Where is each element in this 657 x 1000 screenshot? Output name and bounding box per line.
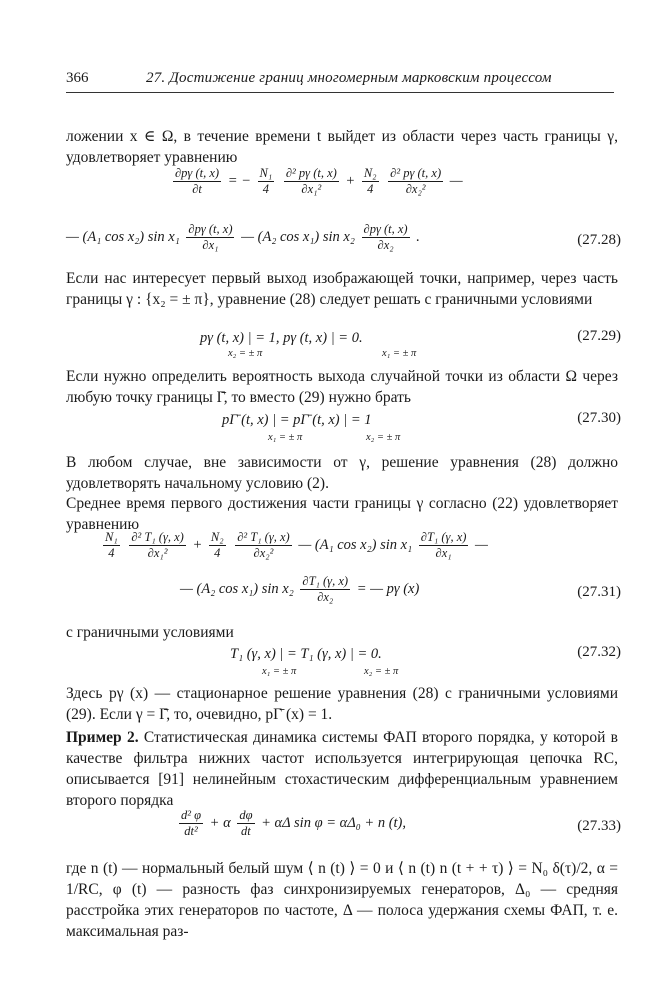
paragraph-8 xyxy=(66,727,618,811)
equation-27-28-line-2: — (A₁ cos x₂) sin x₁ $\frac{\partial p\gamma (t, x)}{\text{∂x₁}}$ — (A₂ cos x₁) sin x₂ $\frac{\partial p\gamma (t, x)}{\text{∂x₂}}$ . xyxy=(66,222,420,252)
paragraph-1: ложении x ∈ Ω, в течение времени t выйдет из области через часть границы γ, удовлетворяет уравнению xyxy=(66,128,618,166)
equation-27-30: pΓ̄ (t, x) | = pΓ̄ (t, x) | = 1 xyxy=(222,412,372,428)
paragraph-5: Среднее время первого достижения части границы γ согласно (22) удовлетворяет уравнению xyxy=(66,495,618,533)
paragraph-4: В любом случае, вне зависимости от γ, решение уравнения (28) должно удовлетворять начальному условию (2). xyxy=(66,454,618,492)
equation-27-33: $\frac{\text{d² φ}}{\text{dt²}}$ + α $\frac{d\varphi}{dt}$ + αΔ sin φ = αΔ₀ + n (t), xyxy=(181,808,407,838)
equation-27-32: T₁ (γ, x) | = T₁ (γ, x) | = 0. xyxy=(230,646,382,662)
equation-27-30-subscript-1: x₁ = ± π xyxy=(268,432,303,443)
fraction: $\frac{\text{∂² pγ (t, x)}}{\text{∂x₁²}}$ xyxy=(285,166,337,196)
equation-27-29-subscript-1: x₂ = ± π xyxy=(228,348,263,359)
equation-number-27-33: (27.33) xyxy=(577,818,621,834)
paragraph-7: Здесь pγ (x) — стационарное решение уравнения (28) с граничными условиями (29). Если γ = Γ̄, то, очевидно, pΓ̄ (x) = 1. xyxy=(66,685,618,723)
fraction: $\frac{\text{N₂}}{4}$ xyxy=(363,166,377,196)
fraction: $\frac{\text{∂² pγ (t, x)}}{\text{∂x₂²}}$ xyxy=(390,166,442,196)
equation-27-31-line-1: $\frac{\text{N₁}}{4}$ $\frac{\text{∂² T₁ (γ, x)}}{\text{∂x₁²}}$ + $\frac{\text{N₂}}{4}$ $\frac{\text{∂² T₁ (γ, x)}}{\text{∂x₂²}}$ — (A₁ cos x₂) sin x₁ $\frac{\text{∂T₁ (γ, x)}}{\text{∂x₁}}$ — xyxy=(105,530,488,560)
equation-number-27-30: (27.30) xyxy=(577,410,621,426)
equation-number-27-31: (27.31) xyxy=(577,584,621,600)
paragraph-3: Если нужно определить вероятность выхода случайной точки из области Ω через любую точку границы Γ̄, то вместо (29) нужно брать xyxy=(66,368,618,406)
header-rule xyxy=(66,92,614,93)
fraction: $\frac{\text{∂² T₁ (γ, x)}}{\text{∂x₂²}}$ xyxy=(237,530,290,560)
fraction: $\frac{\text{N₂}}{4}$ xyxy=(210,530,224,560)
running-header xyxy=(66,70,614,90)
fraction: $\frac{\text{∂² T₁ (γ, x)}}{\text{∂x₁²}}$ xyxy=(131,530,184,560)
chapter-title: 27. Достижение границ многомерным марковским процессом xyxy=(146,70,552,86)
fraction: $\frac{\partial p\gamma (t, x)}{\partial t}$ xyxy=(175,166,220,196)
example-text: Статистическая динамика системы ФАП второго порядка, у которой в качестве фильтра нижних частот используется интегрирующая цепочка RC, описывается [91] нелинейным стохастическим дифференциальным уравнением второго порядка xyxy=(66,729,618,809)
equation-27-28-line-1: $\frac{\partial p\gamma (t, x)}{\partial t}$ = − $\frac{\text{N₁}}{4}$ $\frac{\text{∂² pγ (t, x)}}{\text{∂x₁²}}$ + $\frac{\text{N₂}}{4}$ $\frac{\text{∂² pγ (t, x)}}{\text{∂x₂²}}$ — xyxy=(175,166,463,196)
equation-27-29-subscript-2: x₁ = ± π xyxy=(382,348,417,359)
equation-27-30-subscript-2: x₂ = ± π xyxy=(366,432,401,443)
fraction: $\frac{\partial p\gamma (t, x)}{\text{∂x₂}}$ xyxy=(363,222,408,252)
equation-27-32-subscript-2: x₂ = ± π xyxy=(364,666,399,677)
fraction: $\frac{\text{N₁}}{4}$ xyxy=(259,166,273,196)
paragraph-6: с граничными условиями xyxy=(66,624,234,641)
fraction: $\frac{\text{∂T₁ (γ, x)}}{\text{∂x₁}}$ xyxy=(420,530,467,560)
equation-number-27-28: (27.28) xyxy=(577,232,621,248)
equation-number-27-29: (27.29) xyxy=(577,328,621,344)
equation-27-32-subscript-1: x₁ = ± π xyxy=(262,666,297,677)
equation-27-29: pγ (t, x) | = 1, pγ (t, x) | = 0. xyxy=(200,330,363,346)
fraction: $\frac{\text{N₁}}{4}$ xyxy=(105,530,118,560)
paragraph-9: где n (t) — нормальный белый шум ⟨ n (t) ⟩ = 0 и ⟨ n (t) n (t + + τ) ⟩ = N₀ δ(τ)/2, α = 1/RC, φ (t) — разность фаз синхронизируемых генераторов, Δ₀ — средняя расстройка этих генераторов по частоте, Δ — полоса удержания схемы ФАП, т. е. максимальная раз- xyxy=(66,860,618,940)
equation-number-27-32: (27.32) xyxy=(577,644,621,660)
example-label: Пример 2. xyxy=(66,729,139,746)
fraction: $\frac{\text{∂T₁ (γ, x)}}{\text{∂x₂}}$ xyxy=(302,574,349,604)
equation-27-31-line-2: — (A₂ cos x₁) sin x₂ $\frac{\text{∂T₁ (γ, x)}}{\text{∂x₂}}$ = — pγ (x) xyxy=(180,574,420,604)
fraction: $\frac{\partial p\gamma (t, x)}{\text{∂x₁}}$ xyxy=(188,222,233,252)
fraction: $\frac{d\varphi}{dt}$ xyxy=(239,808,253,838)
page-number: 366 xyxy=(66,70,89,86)
paragraph-2: Если нас интересует первый выход изображающей точки, например, через часть границы γ : {x₂ = ± π}, уравнение (28) следует решать с граничными условиями xyxy=(66,270,618,308)
fraction: $\frac{\text{d² φ}}{\text{dt²}}$ xyxy=(181,808,202,838)
